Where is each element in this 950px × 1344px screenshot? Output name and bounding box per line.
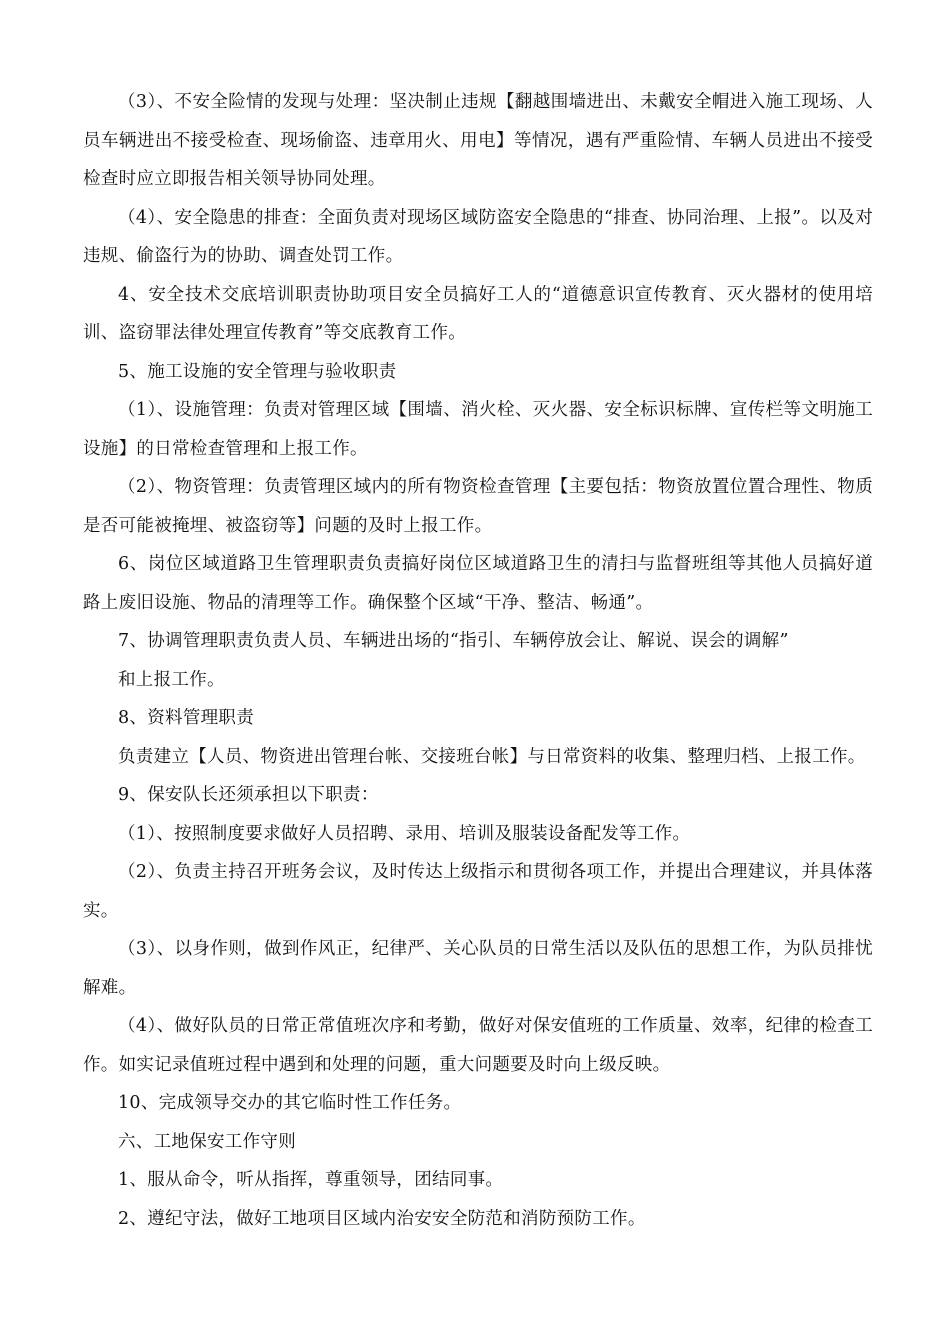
paragraph-captain-duty-4: （4）、做好队员的日常正常值班次序和考勤，做好对保安值班的工作质量、效率，纪律的检查工作。如实记录值班过程中遇到和处理的问题，重大问题要及时向上级反映。 [83,1016,873,1075]
heading-records-management: 8、资料管理职责 [118,708,255,728]
paragraph-facility-management: （1）、设施管理：负责对管理区域【围墙、消火栓、灭火器、安全标识标牌、宣传栏等文明施工设施】的日常检查管理和上报工作。 [83,400,873,459]
paragraph-rule-1: 1、服从命令，听从指挥，尊重领导，团结同事。 [118,1170,504,1190]
paragraph-captain-duty-1: （1）、按照制度要求做好人员招聘、录用、培训及服装设备配发等工作。 [118,823,691,844]
heading-facility-management: 5、施工设施的安全管理与验收职责 [118,361,397,382]
paragraph-records-management: 负责建立【人员、物资进出管理台帐、交接班台帐】与日常资料的收集、整理归档、上报工作。 [118,746,866,767]
paragraph-safety-training: 4、安全技术交底培训职责协助项目安全员搞好工人的“道德意识宣传教育、灭火器材的使用培训、盗窃罪法律处理宣传教育”等交底教育工作。 [83,284,873,343]
paragraph-material-management: （2）、物资管理：负责管理区域内的所有物资检查管理【主要包括：物资放置位置合理性、物质是否可能被掩埋、被盗窃等】问题的及时上报工作。 [83,477,873,536]
paragraph-hazard-inspection: （4）、安全隐患的排查：全面负责对现场区域防盗安全隐患的“排查、协同治理、上报”。以及对违规、偷盗行为的协助、调查处罚工作。 [83,207,873,266]
paragraph-unsafe-hazard-handling: （3）、不安全险情的发现与处理：坚决制止违规【翻越围墙进出、未戴安全帽进入施工现场、人员车辆进出不接受检查、现场偷盗、违章用火、用电】等情况，遇有严重险情、车辆人员进出不接受检查时应立即报告相关领导协同处理。 [83,92,873,189]
document-page [83,83,873,1238]
paragraph-coordination-line1: 7、协调管理职责负责人员、车辆进出场的“指引、车辆停放会让、解说、误会的调解” [118,631,789,651]
paragraph-rule-2: 2、遵纪守法，做好工地项目区域内治安安全防范和消防预防工作。 [118,1208,646,1229]
paragraph-captain-duty-2: （2）、负责主持召开班务会议，及时传达上级指示和贯彻各项工作，并提出合理建议，并具体落实。 [83,862,873,921]
paragraph-captain-duty-3: （3）、以身作则，做到作风正，纪律严、关心队员的日常生活以及队伍的思想工作，为队员排忧解难。 [83,939,873,998]
paragraph-road-hygiene: 6、岗位区域道路卫生管理职责负责搞好岗位区域道路卫生的清扫与监督班组等其他人员搞好道路上废旧设施、物品的清理等工作。确保整个区域“干净、整洁、畅通”。 [83,554,873,613]
heading-security-rules: 六、工地保安工作守则 [118,1131,296,1152]
paragraph-temporary-tasks: 10、完成领导交办的其它临时性工作任务。 [118,1093,462,1113]
heading-captain-duties: 9、保安队长还须承担以下职责： [118,785,379,805]
paragraph-coordination-line2: 和上报工作。 [118,669,225,690]
